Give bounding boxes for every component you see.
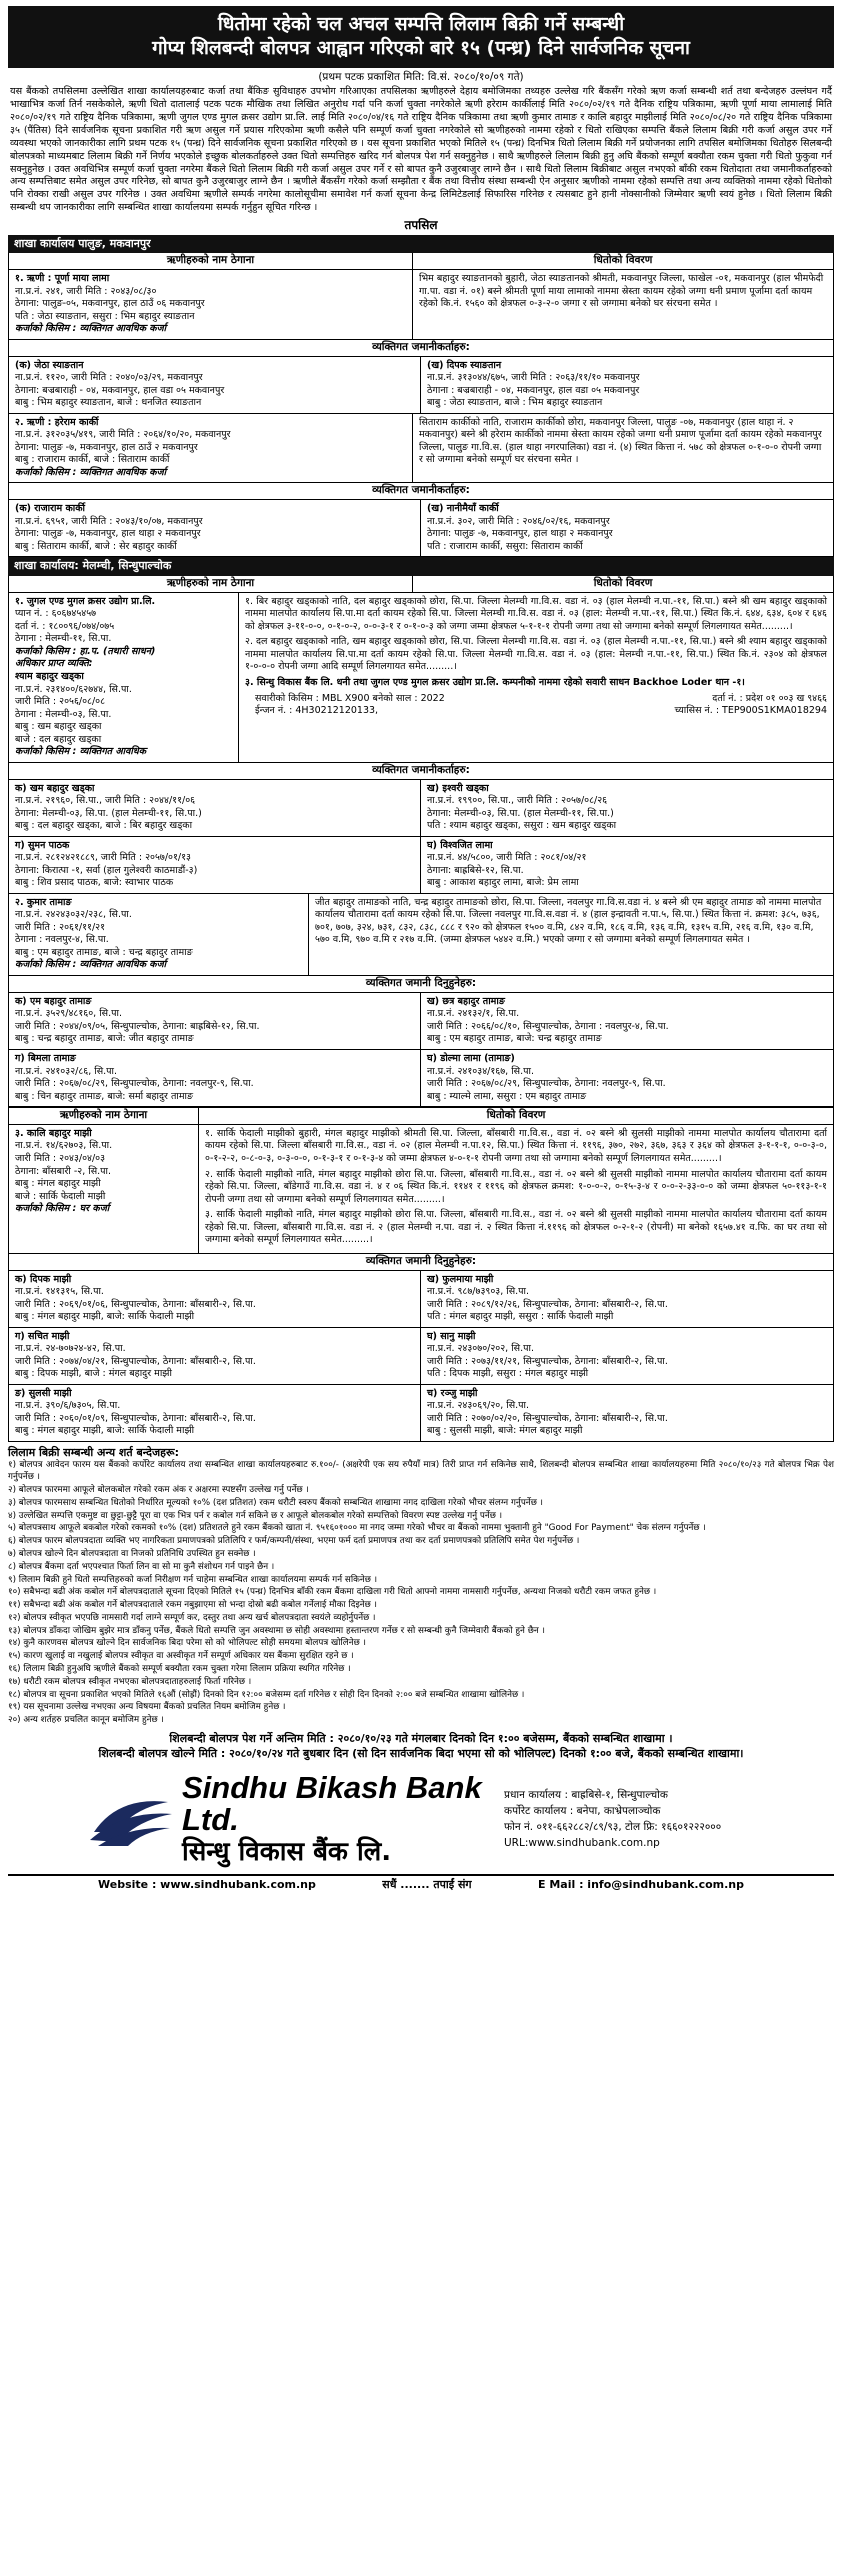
term-item: ९) लिलाम बिक्री हुने धितो सम्पत्तिहरुको कर्जा निरीक्षण गर्न चाहेमा सम्बन्धित शाखा कार्यालयमा सम्पर्क गर्न सकिनेछ ।: [8, 1574, 378, 1585]
guarantor-detail: ना.प्र.नं. ३५२९/४८१६०, सि.पा.: [15, 1008, 122, 1020]
collateral-item: २. सार्कि फेदाली माझीको नाति, मंगल बहादुर माझीको छोरा सि.पा. जिल्ला, बाँसबारी गा.वि.स., वडा नं. ०२ बस्ने श्री सुलसी माझीको नाममा मालपोत कार्यालय चौतारामा दर्ता कायम रहेको सि.पा. जिल्ला, बाँडेगाउँ गा.वि.स. वडा नं. ४ र ०६ स्थित कि.नं. ११४१ र ११९६ को क्षेत्रफल क्रमश: १-०-०-२, ०-१५-३-४ र ०-०-२-३३-०-० को जम्मा क्षेत्रफल ५०-११३-१-१ रोपनी जग्गा तथा सो जग्गामा बनेको सम्पूर्ण लिगलगायत समेत.........।: [205, 1168, 827, 1205]
collateral-item: ३. सार्कि फेदाली माझीको नाति, मंगल बहादुर माझीको छोरा सि.पा. जिल्ला, बाँसबारी गा.वि.स., वडा नं. ०२ बस्ने श्री सुलसी माझीको नाममा मालपोत कार्यालय चौतारामा दर्ता कायम रहेको सि.पा. जिल्ला, बाँसबारी गा.वि.स. वडा नं. २ (हाल मेलम्ची न.पा. वडा नं. २ स्थित कित्ता नं.११९६ को क्षेत्रफल ०-२-१-२ (रोपनी) मा बनेको १६५७.४१ व.फि. का घर तथा सो जग्गामा बनेको सम्पूर्ण लिगलगायत समेत.........।: [205, 1209, 827, 1246]
borrower-name: १. ऋणी : पूर्णा माया लामा: [15, 273, 110, 285]
borrower-detail: कर्जाको किसिम : हा.प. (तथारी साधन): [15, 645, 156, 657]
tapsil-heading: तपसिल: [404, 217, 438, 232]
slogan: सधैं ....... तपाईं संग: [382, 1877, 472, 1891]
guarantor-detail: बाबु : म्याल्मे लामा, ससुरा : एम बहादुर तामाङ: [427, 1090, 587, 1102]
borrower-detail: बाबु : मंगल बहादुर माझी: [15, 1178, 101, 1190]
borrower-row: [8, 1125, 834, 1254]
guarantor-detail: बाबु : चिन बहादुर तामाङ, बाजे: सर्मा बहादुर तामाङ: [15, 1090, 194, 1102]
terms-list: [8, 1460, 834, 1726]
term-item: १९) यस सूचनामा उल्लेख नभएका अन्य विषयमा बैंकको प्रचलित नियम बमोजिम हुनेछ ।: [8, 1702, 286, 1713]
borrower-row: [8, 894, 834, 976]
borrower-row: [8, 414, 834, 484]
borrower-detail: बाजे : सार्कि फेदाली माझी: [15, 1190, 106, 1202]
collateral-column-header: धितोको विवरण: [486, 1109, 546, 1122]
guarantor-detail: जारी मिति : २०७०/०२/२०, सिन्धुपाल्चोक, ठेगाना: बाँसबारी-२, सि.पा.: [427, 1412, 668, 1424]
borrower-detail: बाबु : राजाराम कार्की, बाजे : सिताराम कार्की: [15, 454, 170, 466]
collateral-list: [205, 1128, 827, 1247]
guarantor-name: क) खम बहादुर खड्का: [15, 782, 95, 794]
term-item: १८) बोलपत्र वा सूचना प्रकाशित भएको मितिले १६औं (सोह्रौं) दिनको दिन १२:०० बजेसम्म दर्ता गरिनेछ र सोही दिन दिनको २:०० बजे सम्बन्धित शाखामा खोलिनेछ ।: [8, 1689, 525, 1700]
guarantor-row: [8, 837, 834, 894]
borrower-detail: श्याम बहादुर खड्का: [15, 670, 84, 682]
guarantor-detail: ना.प्र.नं. ३०२, जारी मिति : २०४६/०२/१६, मकवानपुर: [427, 515, 610, 527]
loan-type: कर्जाको किसिम : घर कर्जा: [15, 1203, 110, 1215]
bank-logo: [8, 1769, 504, 1868]
vehicle-engine: ईन्जन नं. : 4H30212120133,: [255, 705, 379, 717]
guarantor-name: ग) सचित माझी: [15, 1330, 70, 1342]
guarantor-name: ग) सुमन पाठक: [15, 839, 70, 851]
collateral-item: ३. सिन्धु विकास बैंक लि. धनी तथा जुगल एण्ड मुगल क्रसर उद्योग प्रा.लि. कम्पनीको नाममा रहेको सवारी साधन Backhoe Loder थान -१।: [245, 676, 745, 688]
collateral-column-header: धितोको विवरण: [593, 254, 653, 267]
guarantor-detail: जारी मिति : २०४४/०९/०५, सिन्धुपाल्चोक, ठेगाना: बाह्रबिसे-१२, सि.पा.: [15, 1020, 260, 1032]
term-item: ५) बोलपत्रसाथ आफूले बकबोल गरेको रकमको १०% (दश) प्रतिशतले हुने रकम बैंकको खाता नं. ९५१६०१००० मा नगद जम्मा गरेको भौचर वा बैंकको नाममा भुक्तानी हुने "Good For Payment" चेक संलग्न गर्नुपर्नेछ ।: [8, 1523, 706, 1534]
guarantor-detail: ना.प्र.नं. ३९०/६/७३०५, सि.पा.: [15, 1400, 121, 1412]
email-link[interactable]: E Mail : info@sindhubank.com.np: [538, 1877, 744, 1891]
vehicle-chassis: च्यासिस नं. : TEP900S1KMA018294: [674, 705, 827, 717]
term-item: ८) बोलपत्र बैंकमा दर्ता भएपश्चात फिर्ता लिन वा सो मा कुनै संशोधन गर्न पाइने छैन ।: [8, 1561, 275, 1572]
loan-type: कर्जाको किसिम : व्यक्तिगत आवधिक: [15, 746, 146, 758]
guarantor-detail: ना.प्र.नं. २८१२४२१८८९, जारी मिति : २०५७/०१/१३: [15, 852, 191, 864]
guarantor-detail: ना.प्र.नं. ९८७/७३९०३, सि.पा.: [427, 1286, 530, 1298]
borrower-detail: ठेगाना: बाँसबारी -२, सि.पा.: [15, 1165, 112, 1177]
guarantor-detail: जारी मिति : २०८९/१२/२६, सिन्धुपाल्चोक, ठेगाना: बाँसबारी-२, सि.पा.: [427, 1298, 668, 1310]
guarantor-row: [8, 780, 834, 837]
borrower-detail: ना.प्र.नं. १४/६२७०३, सि.पा.: [15, 1140, 113, 1152]
guarantor-name: ङ) सुलसी माझी: [15, 1387, 72, 1399]
term-item: १५) कारण खुलाई वा नखुलाई बोलपत्र स्वीकृत वा अस्वीकृत गर्ने सम्पूर्ण अधिकार यस बैंकमा सुरक्षित रहने छ ।: [8, 1651, 354, 1662]
term-item: १४) कुनै कारणवस बोलपत्र खोल्ने दिन सार्वजनिक बिदा परेमा सो को भोलिपल्ट सोही समयमा बोलपत्र खोलिनेछ ।: [8, 1638, 366, 1649]
guarantor-detail: पति : श्याम बहादुर खड्का, ससुरा : खम बहादुर खड्का: [427, 820, 617, 832]
guarantor-detail: जारी मिति : २०७४/०४/२१, सिन्धुपाल्चोक, ठेगाना: बाँसबारी-२, सि.पा.: [15, 1355, 256, 1367]
deadline-notice: [8, 1731, 834, 1762]
guarantor-name: क) एम बहादुर तामाङ: [15, 995, 92, 1007]
guarantor-detail: बाबु : मंगल बहादुर माझी, बाजे: सार्कि फेदाली माझी: [15, 1311, 195, 1323]
guarantor-name: (क) राजाराम कार्की: [15, 503, 85, 515]
borrower-column-header: ऋणीहरुको नाम ठेगाना: [9, 253, 413, 269]
table-header: [8, 1107, 834, 1125]
opening-date: शिलबन्दी बोलपत्र खोल्ने मिति : २०८०/१०/२४ गते बुधबार दिन (सो दिन सार्वजनिक बिदा भएमा सो को भोलिपल्ट) दिनको १:०० बजे, बैंकको सम्बन्धित शाखामा।: [98, 1747, 744, 1761]
guarantor-detail: ना.प्र.नं. ३१३०४४/६७५, जारी मिति : २०६३/११/१० मकवानपुर: [427, 372, 640, 384]
guarantor-detail: ना.प्र.नं. २४३०७०/२०२, सि.पा.: [427, 1343, 534, 1355]
borrower-detail: ना.प्र.नं. २३१४००/६२७४४, सि.पा.: [15, 683, 132, 695]
guarantor-detail: ना.प्र.नं. ११२०, जारी मिति : २०४०/०३/२९, मकवानपुर: [15, 372, 203, 384]
guarantor-detail: जारी मिति : २०६७/०८/२९, सिन्धुपाल्चोक, ठेगाना: नवलपुर-९, सि.पा.: [427, 1078, 666, 1090]
borrower-detail: ना.प्र.नं. ३१२०३५/४१९, जारी मिति : २०६४/१०/२०, मकवानपुर: [15, 429, 231, 441]
collateral-item: १. सार्कि फेदाली माझीको बुहारी, मंगल बहादुर माझीको श्रीमती सि.पा. जिल्ला, बाँसबारी गा.वि.स., वडा नं. ०२ बस्ने श्री सुलसी माझीको नाममा मालपोत कार्यालय चौतारामा दर्ता कायम रहेको सि.पा. जिल्ला बाँसबारी गा.वि.स., वडा नं. ०२ (हाल मेलम्ची न.पा.१२, सि.पा.) स्थित कित्ता नं. ११९६, ३७०, २७२, ३६७, ३६३ र ३६४ को क्षेत्रफल ३-१-१-१, ०-०-३-०, ०-१-२-२, ०-८-०-३, ०-३-०-०, ०-१-३-१ र ०-१-३-४ को जम्मा क्षेत्रफल ४-०-१-१ रोपनी जग्गा तथा सो जग्गामा बनेको सम्पूर्ण लिगलगायत समेत.........।: [205, 1127, 827, 1165]
vehicle-details: [245, 693, 827, 706]
submission-deadline: शिलबन्दी बोलपत्र पेश गर्ने अन्तिम मिति : २०८०/१०/२३ गते मंगलबार दिनको दिन १:०० बजेसम्म, बैंकको सम्बन्धित शाखामा ।: [169, 1731, 673, 1745]
loan-type: कर्जाको किसिम : व्यक्तिगत आवधिक कर्जा: [15, 959, 167, 971]
guarantor-row: [8, 1050, 834, 1107]
guarantor-name: क) दिपक माझी: [15, 1273, 72, 1285]
borrower-detail: ना.प्र.नं. २४२४३०३२/२३८, सि.पा.: [15, 909, 132, 921]
guarantor-detail: ना.प्र.नं. ४४/५८००, जारी मिति : २०८१/०४/२१: [427, 852, 587, 864]
vehicle-registration: दर्ता नं. : प्रदेश ०१ ००३ ख ९४६६: [712, 692, 827, 704]
guarantor-name: (ख) दिपक स्याङतान: [427, 359, 502, 371]
guarantor-detail: ना.प्र.नं. २१९६०, सि.पा., जारी मिति : २०४४/११/०६: [15, 795, 196, 807]
bank-name-english: Sindhu Bikash Bank Ltd.: [182, 1769, 482, 1838]
term-item: १०) सबैभन्दा बढी अंक कबोल गर्ने बोलपत्रदाताले सूचना दिएको मितिले १५ (पन्ध्र) दिनभित्र बाँकी रकम बैंकमा दाखिला गरी धितो आफ्नो नाममा नामसारी गर्नुपर्नेछ, अन्यथा निजको धरौटी रकम जफत हुनेछ ।: [8, 1587, 657, 1598]
collateral-description: जीत बहादुर तामाङको नाति, चन्द्र बहादुर तामाङको छोरा, सि.पा. जिल्ला, नवलपुर गा.वि.स.वडा नं. ४ बस्ने श्री एम बहादुर तामाङ को नाममा मालपोत कार्यालय चौतारामा दर्ता कायम रहेको सि.पा. जिल्ला नवलपुर गा.वि.स.वडा नं. ४ (हाल इन्द्रावती न.पा.५, सि.पा.) स्थित कित्ता नं. क्रमश: ३८५, ७३६, ७०१, ७०७, ३२४, ७३१, ८३२, ८३८, ८८८ र ९२० को क्षेत्रफल १५०० व.मि, ८४२ व.मि, १८६ व.मि, १३६ व.मि, १३१५ व.मि, २१६ व.मि, १३० व.मि, ५७० व.मि, ९७० व.मि र २१७ व.मि. (जम्मा क्षेत्रफल ५४४२ व.मि.) भएको जग्गा र सो जग्गामा बनेको सम्पूर्ण लिगलगायत समेत ।: [315, 896, 822, 946]
term-item: ३) बोलपत्र फारमसाथ सम्बन्धित धितोको निर्धारित मूल्यको १०% (दश प्रतिशत) रकम धरौटी स्वरुप बैंकको सम्बन्धित शाखामा नगद दाखिला गरेको भौचर संलग्न गर्नुपर्नेछ ।: [8, 1497, 543, 1508]
borrower-name: २. कुमार तामाङ: [15, 896, 72, 908]
term-item: ४) उल्लेखित सम्पत्ति एकमुष्ट वा छुट्टा-छुट्टै पूरा वा एक भित्र पर्न र कबोल गर्न सकिने छ र आफूले बोलकबोल गरेको सम्पत्तिको विवरण स्पष्ट उल्लेख गर्नु पर्नेछ ।: [8, 1510, 503, 1521]
address-line: कर्पोरेट कार्यालय : बनेपा, काभ्रेपलाञ्चोक: [504, 1805, 661, 1818]
guarantor-name: ख) फुलमाया माझी: [427, 1273, 494, 1285]
guarantor-name: घ) डोल्मा लामा (तामाङ): [427, 1052, 515, 1064]
guarantor-detail: बाबु : शिव प्रसाद पाठक, बाजे: स्वाभार पाठक: [15, 877, 174, 889]
collateral-column-header: धितोको विवरण: [593, 576, 653, 589]
guarantor-detail: बाबु : एम बहादुर तामाङ, बाजे: चन्द्र बहादुर तामाङ: [427, 1033, 602, 1045]
guarantor-row: [8, 357, 834, 414]
collateral-item: १. बिर बहादुर खड्काको नाति, दल बहादुर खड्काको छोरा, सि.पा. जिल्ला मेलम्ची गा.वि.स. वडा नं. ०३ (हाल मेलम्ची न.पा.-११, सि.पा.) बस्ने श्री खम बहादुर खड्काको नाममा मालपोत कार्यालय सि.पा.मा दर्ता कायम रहेको सि.पा. जिल्ला मेलम्ची गा.वि.स. वडा नं. ०३ (हाल: मेलम्ची न.पा.-११, सि.पा.) स्थित कि.नं. ६४४, ६३४, ६०४ र ६४६ को क्षेत्रफल ३-११-०-०, ०-१-०-२, ०-०-३-१ र ०-१-०-३ को जग्गा जम्मा क्षेत्रफल ५-१-१-१ रोपनी जग्गा तथा सो जग्गामा बनेको सम्पूर्ण लिगलगायत समेत.........।: [245, 595, 827, 632]
guarantor-row: [8, 993, 834, 1050]
borrower-detail: प्यान नं. : ६०६७४५४५७: [15, 608, 97, 620]
term-item: १६) लिलाम बिक्री हुनुअघि ऋणीले बैंकको सम्पूर्ण बक्यौता रकम चुक्ता गरेमा लिलाम प्रक्रिया स्थगित गरिनेछ ।: [8, 1663, 351, 1674]
footer: [8, 1768, 834, 1868]
collateral-item: २. दल बहादुर खड्काको नाति, खम बहादुर खड्काको छोरा, सि.पा. जिल्ला मेलम्ची गा.वि.स. वडा नं. ०३ (हाल मेलम्ची न.पा.-११, सि.पा.) बस्ने श्री श्याम बहादुर खड्काको नाममा मालपोत कार्यालय सि.पा.मा दर्ता कायम रहेको सि.पा. जिल्ला मेलम्ची गा.वि.स. वडा नं. ०३ (हाल: मेलम्ची न.पा.-११, सि.पा.) स्थित कि.नं. २३०४ को क्षेत्रफल १-०-०-० रोपनी जग्गा आदि सम्पूर्ण लिगलगायत समेत.........।: [245, 636, 827, 673]
address-line: फोन नं. ०११-६६२८८२/८९/९३, टोल फ्रि: १६६०१२२२०००: [504, 1820, 722, 1833]
guarantor-detail: जारी मिति : २०७३/११/२१, सिन्धुपाल्चोक, ठेगाना: बाँसबारी-२, सि.पा.: [427, 1355, 668, 1367]
guarantor-detail: जारी मिति : २०६६/०८/१०, सिन्धुपाल्चोक, ठेगाना : नवलपुर-४, सि.पा.: [427, 1020, 669, 1032]
borrower-name: १. जुगल एण्ड मुगल क्रसर उद्योग प्रा.लि.: [15, 595, 156, 607]
guarantor-heading: व्यक्तिगत जमानीकर्ताहरु:: [8, 340, 834, 357]
term-item: १२) बोलपत्र स्वीकृत भएपछि नामसारी गर्दा लाग्ने सम्पूर्ण कर, दस्तुर तथा अन्य खर्च बोलपत्रदाता स्वयंले व्यहोर्नुपर्नेछ ।: [8, 1612, 376, 1623]
borrower-detail: दर्ता नं. : १८००९६/०७४/०७५: [15, 620, 115, 632]
borrower-detail: ठेगाना : मेलम्ची-०३, सि.पा.: [15, 708, 112, 720]
guarantor-detail: बाबु : आकाश बहादुर लामा, बाजे: प्रेम लामा: [427, 877, 579, 889]
collateral-description: सिताराम कार्कीको नाति, राजाराम कार्कीको छोरा, मकवानपुर जिल्ला, पालुङ -०७, मकवानपुर (हाल थाहा नं. २ मकवानपुर) बस्ने श्री हरेराम कार्कीको नाममा स्रेस्ता कायम रहेको जग्गा धनी प्रमाण पूर्जामा दर्ता कायम रहेको मकवानपुर जिल्ला, पालुङ गा.वि.स. (हाल थाहा नगरपालिका) वडा नं. (४) स्थित कित्ता नं. ५७८ को क्षेत्रफल ०-१-०-० रोपनी जग्गा र सो जग्गामा बनेको सम्पूर्ण घर संरचना समेत ।: [419, 416, 822, 466]
guarantor-detail: ठेगाना: पालुङ -७, मकवानपुर, हाल थाहा २ मकवानपुर: [15, 528, 201, 540]
guarantor-detail: ना.प्र.नं. १९९००, सि.पा., जारी मिति : २०५७/०८/२६: [427, 795, 608, 807]
borrower-detail: जारी मिति : २०६१/११/२१: [15, 921, 106, 933]
table-header: [8, 253, 834, 270]
branch-melamchi-heading: शाखा कार्यालय: मेलम्ची, सिन्धुपाल्चोक: [8, 557, 834, 576]
borrower-detail: ठेगाना: पालुङ-०५, मकवानपुर, हाल ठाउँ ०६ मकवानपुर: [15, 298, 205, 310]
address-line: URL:www.sindhubank.com.np: [504, 1836, 660, 1849]
guarantor-heading: व्यक्तिगत जमानी दिनुहुनेहरु:: [8, 1254, 834, 1271]
guarantor-name: घ) सानु माझी: [427, 1330, 476, 1342]
guarantor-detail: ठेगाना : बज्रबाराही - ०४, मकवानपुर, हाल वडा ०५ मकवानपुर: [427, 384, 640, 396]
borrower-row: [8, 593, 834, 763]
guarantor-detail: ठेगाना: बाह्रबिसे-१२, सि.पा.: [427, 864, 524, 876]
contact-bar: [8, 1874, 834, 1895]
borrower-detail: ठेगाना : नवलपुर-४, सि.पा.: [15, 934, 109, 946]
borrower-column-header: ऋणीहरुको नाम ठेगाना: [9, 1108, 199, 1124]
collateral-description: भिम बहादुर स्याङतानको बुहारी, जेठा स्याङतानको श्रीमती, मकवानपुर जिल्ला, फाखेल -०१, मकवानपुर (हाल भीमफेदी गा.पा. वडा नं. ०१) बस्ने श्रीमती पूर्णा माया लामाको नाममा स्रेस्ता कायम रहेको जग्गा धनी प्रमाण पूर्जामा दर्ता कायम रहेको कि.नं. १५६० को क्षेत्रफल ०-३-२-० जग्गा र सो जग्गामा बनेको घर संरचना समेत ।: [419, 273, 824, 310]
term-item: १७) धरौटी रकम बोलपत्र स्वीकृत नभएका बोलपत्रदाताहरुलाई फिर्ता गरिनेछ ।: [8, 1676, 252, 1687]
guarantor-detail: बाबु : जेठा स्याङतान, बाजे : भिम बहादुर स्याङतान: [427, 397, 603, 409]
term-item: ६) बोलपत्र फारम बोलपत्रदाता व्यक्ति भए नागरिकता प्रमाणपत्रको प्रतिलिपि र फर्म/कम्पनी/संस्था, भएमा फर्म दर्ता प्रमाणपत्र तथा कर दर्ता प्रमाणपत्रको प्रतिलिपि समेत पेश गर्नुपर्नेछ ।: [8, 1536, 580, 1547]
guarantor-detail: ना.प्र.नं. ६९५१, जारी मिति : २०४३/१०/०७, मकवानपुर: [15, 515, 203, 527]
loan-type: कर्जाको किसिम : व्यक्तिगत आवधिक कर्जा: [15, 323, 167, 335]
terms-heading: लिलाम बिक्री सम्बन्धी अन्य शर्त बन्देजहरू:: [8, 1445, 179, 1459]
borrower-detail: ठेगाना: पालुङ -७, मकवानपुर, हाल ठाउँ २ मकवानपुर: [15, 441, 198, 453]
borrower-detail: जारी मिति : २०५६/०८/०८: [15, 696, 106, 708]
website-link[interactable]: Website : www.sindhubank.com.np: [98, 1877, 316, 1891]
guarantor-heading: व्यक्तिगत जमानीकर्ताहरु:: [8, 483, 834, 500]
address-line: प्रधान कार्यालय : बाह्रबिसे-१, सिन्धुपाल्चोक: [504, 1789, 668, 1802]
guarantor-name: ग) बिमला तामाङ: [15, 1052, 76, 1064]
guarantor-name: (क) जेठा स्याङतान: [15, 359, 84, 371]
borrower-detail: ठेगाना : मेलम्ची-११, सि.पा.: [15, 633, 112, 645]
term-item: २) बोलपत्र फारममा आफूले बोलकबोल गरेको रकम अंक र अक्षरमा स्पष्टसँग उल्लेख गर्नु पर्नेछ ।: [8, 1485, 309, 1496]
guarantor-detail: बाबु : सुलसी माझी, बाजे: मंगल बहादुर माझी: [427, 1425, 583, 1437]
vehicle-details: [245, 705, 827, 718]
guarantor-detail: पति : मंगल बहादुर माझी, ससुरा : सार्कि फेदाली माझी: [427, 1311, 614, 1323]
guarantor-row: [8, 1385, 834, 1442]
guarantor-detail: पति : दिपक माझी, ससुरा : मंगल बहादुर माझी: [427, 1368, 589, 1380]
guarantor-detail: बाबु : मंगल बहादुर माझी, बाजे: सार्कि फेदाली माझी: [15, 1425, 195, 1437]
notice-title: [8, 6, 834, 68]
guarantor-detail: ठेगाना: किरात्पा -१, सर्वा (हाल गुलेश्वरी काठमाडौं-३): [15, 864, 198, 876]
guarantor-detail: ना.प्र.नं. २४१३२/१, सि.पा.: [427, 1008, 520, 1020]
guarantor-detail: बाबु : सिताराम कार्की, बाजे : सेर बहादुर कार्की: [15, 540, 177, 552]
guarantor-name: ख) छत्र बहादुर तामाङ: [427, 995, 505, 1007]
guarantor-name: घ) विश्वजित लामा: [427, 839, 493, 851]
title-line-2: गोप्य शिलबन्दी बोलपत्र आह्वान गरिएको बारे १५ (पन्ध्र) दिने सार्वजनिक सूचना: [152, 37, 690, 60]
loan-type: कर्जाको किसिम : व्यक्तिगत आवधिक कर्जा: [15, 466, 167, 478]
guarantor-name: च) रञ्जु माझी: [427, 1387, 478, 1399]
borrower-detail: ना.प्र.नं. २४१, जारी मिति : २०४३/०८/३०: [15, 285, 157, 297]
term-item: ७) बोलपत्र खोल्ने दिन बोलपत्रदाता वा निजको प्रतिनिधि उपस्थित हुन सक्नेछ ।: [8, 1548, 256, 1559]
guarantor-detail: बाबु : भिम बहादुर स्याङतान, बाजे : धनजित स्याङतान: [15, 397, 202, 409]
publication-date: (प्रथम पटक प्रकाशित मिति: वि.सं. २०८०/१०/०९ गते): [318, 70, 524, 83]
guarantor-heading: व्यक्तिगत जमानीकर्ताहरु:: [8, 763, 834, 780]
guarantor-name: (ख) नानीमैयाँ कार्की: [427, 503, 499, 515]
borrower-row: [8, 270, 834, 340]
collateral-list: [245, 596, 827, 690]
bank-name-nepali: सिन्धु विकास बैंक लि.: [182, 1836, 392, 1867]
guarantor-detail: ना.प्र.नं. २४१०३२/८६, सि.पा.: [15, 1065, 118, 1077]
guarantor-detail: ना.प्र.नं. २४-७०७२४-४२, सि.पा.: [15, 1343, 126, 1355]
guarantor-row: [8, 500, 834, 557]
guarantor-detail: ना.प्र.नं. २४३०६९/२०, सि.पा.: [427, 1400, 530, 1412]
title-line-1: धितोमा रहेको चल अचल सम्पत्ति लिलाम बिक्री गर्ने सम्बन्धी: [217, 13, 625, 35]
guarantor-detail: जारी मिति : २०६०/०१/०९, सिन्धुपाल्चोक, ठेगाना: बाँसबारी-२, सि.पा.: [15, 1412, 256, 1424]
guarantor-detail: जारी मिति : २०६७/०८/२९, सिन्धुपाल्चोक, ठेगाना: नवलपुर-९, सि.पा.: [15, 1078, 254, 1090]
branch-palung-heading: शाखा कार्यालय पालुङ, मकवानपुर: [8, 235, 834, 254]
borrower-detail: बाबु : खम बहादुर खड्का: [15, 721, 102, 733]
term-item: २०) अन्य शर्तहरु प्रचलित कानून बमोजिम हुनेछ ।: [8, 1715, 164, 1726]
intro-paragraph: यस बैंकको तपसिलमा उल्लेखित शाखा कार्यालयहरुबाट कर्जा तथा बैंकिङ सुविधाहरु उपभोग गरिआएका तपसिलका ऋणीहरुले देहाय बमोजिमका तथ्यहरु उल्लेख गरि बैंकसँग गरेको ऋण कर्जा सम्बन्धी शर्त तथा बन्देजहरु उल्लंघन गर्दै भाखाभित्र कर्जा तिर्न नसकेकोले, ऋणी धितो दातालाई पटक पटक मौखिक तथा लिखित अनुरोध गर्दा पनि कर्जा चुक्ता नगरेकोले ऋणी हरेराम कार्कीलाई मिति २०८०/०२/१९ गते दैनिक राष्ट्रिय पत्रिकामा, ऋणी पूर्णा माया लामालाई मिति २०८०/०२/१९ गते राष्ट्रिय दैनिक पत्रिकामा, ऋणी जुगल एण्ड मुगल क्रसर उद्योग प्रा.लि. लाई मिति २०८०/०४/१६ गते राष्ट्रिय दैनिक पत्रिकामा तथा ऋणी कुमार तामाङ र कालि बहादुर माझीलाई मिति २०८०/०८/२० गते राष्ट्रिय दैनिक पत्रिकामा ३५ (पैंतिस) दिने सार्वजनिक सूचना प्रकाशित गरी ऋण असुल गर्ने प्रयास गरिएकोमा ऋणी कसैले पनि सम्पूर्ण कर्जा चुक्ता नगरेकोले सो ऋणीहरुको नाममा रहेको र धितो राखिएका सम्पत्ति बैंकले लिलाम बिक्री गरी कर्जा असुल उपर गर्ने व्यवस्था भएको जानकारीका लागि प्रथम पटक १५ (पन्ध्र) दिने सार्वजनिक सूचना प्रकाशित गरिएको छ । यस सूचना प्रकाशित भएको मितिले १५ (पन्ध्र) दिनभित्र धितो लिलाम बिक्री गर्ने प्रयोजनका लागि तपसिल बमोजिमका धितोहरु सिलबन्दी बोलपत्रको माध्यमबाट लिलाम बिक्री गर्ने निर्णय भएकोले इच्छुक बोलकर्ताहरुले उक्त धितो सम्पत्तिहरु खरिद गर्न बोलपत्र पेश गर्न सक्नुहुनेछ । साथै ऋणीहरुले लिलाम बिक्री हुनु अघि बैंकको सम्पूर्ण बक्यौता रकम चुक्ता गरी धितो फुकुवा गर्न सक्नुहुनेछ । उक्त अवधिभित्र सम्पूर्ण कर्जा चुक्ता नगरेमा बैंकले धितो लिलाम बिक्री गरी कर्जा असुल उपर गर्ने र सो बापत कुनै उजुरबाजुर लाग्ने छैन । साथै धितो लिलाम बिक्रीबाट असुल नभएको बाँकी रकम धितोदाता तथा जमानीकर्ताहरुको अन्य सम्पत्तिबाट समेत असुल उपर गरिनेछ, सो बापत कुनै उजुरबाजुर लाग्ने छैन । ऋणीले बैंकसँग गरेको कर्जा सम्झौता र बैंक तथा वित्तीय संस्था सम्बन्धी ऐन अनुसार ऋणीको नाममा रहेको सम्पत्ति तथा अन्य व्यक्तिको नाममा रहेको धितोको पनि रोक्का राखी असुल उपर गरिनेछ । उक्त अवधिमा ऋणीले सम्पर्क नगरेमा कालोसूचीमा समावेश गर्न कर्जा सूचना केन्द्र लिमिटेडलाई सिफारिस गरिनेछ र त्यसबाट हुने हानी नोक्सानीको जिम्मेवार ऋणी स्वयं हुनेछ । धितो लिलाम बिक्री सम्बन्धी थप जानकारीका लागि सम्बन्धित शाखा कार्यालयमा सम्पर्क गर्नुहुन सूचित गरिन्छ ।: [10, 86, 832, 214]
guarantor-row: [8, 1271, 834, 1328]
borrower-detail: पति : जेठा स्याङतान, ससुरा : भिम बहादुर स्याङतान: [15, 310, 195, 322]
term-item: ११) सबैभन्दा बढी अंक कबोल गर्ने बोलपत्रदाताले रकम नबुझाएमा सो भन्दा दोस्रो बढी कबोल गर्नेलाई मौका दिइनेछ ।: [8, 1600, 377, 1611]
borrower-detail: बाजे : दल बहादुर खड्का: [15, 733, 102, 745]
guarantor-heading: व्यक्तिगत जमानी दिनुहुनेहरु:: [8, 976, 834, 993]
guarantor-detail: ठेगाना: मेलम्ची-०३, सि.पा. (हाल मेलम्ची-११, सि.पा.): [427, 807, 614, 819]
guarantor-detail: ना.प्र.नं. २४१०३४/१६७, सि.पा.: [427, 1065, 534, 1077]
guarantor-detail: जारी मिति : २०६९/०१/०६, सिन्धुपाल्चोक, ठेगाना: बाँसबारी-२, सि.पा.: [15, 1298, 256, 1310]
guarantor-detail: पति : राजाराम कार्की, ससुरा: सिताराम कार्की: [427, 540, 583, 552]
vehicle-model: सवारीको किसिम : MBL X900 बनेको साल : 2022: [255, 692, 445, 704]
guarantor-detail: ठेगाना: मेलम्ची-०३, सि.पा. (हाल मेलम्ची-११, सि.पा.): [15, 807, 202, 819]
borrower-detail: जारी मिति : २०४३/०४/०३: [15, 1153, 106, 1165]
bank-address: [504, 1788, 834, 1851]
guarantor-detail: ना.प्र.नं. १४१३१५, सि.पा.: [15, 1286, 104, 1298]
term-item: १३) बोलपत्र डाँकदा जोखिम बुझेर मात्र डाँकनु पर्नेछ, बैंकले धितो सम्पत्ति जुन अवस्थामा छ सोही अवस्थामा हस्तान्तरण गर्नेछ र सो सम्बन्धी कुनै जिम्मेवारी बैंकको हुने छैन ।: [8, 1625, 545, 1636]
table-header: [8, 576, 834, 593]
guarantor-detail: बाबु : दल बहादुर खड्का, बाजे : बिर बहादुर खड्का: [15, 820, 193, 832]
guarantor-detail: ठेगाना: बज्रबाराही - ०४, मकवानपुर, हाल वडा ०५ मकवानपुर: [15, 384, 225, 396]
guarantor-detail: बाबु : चन्द्र बहादुर तामाङ, बाजे: जीत बहादुर तामाङ: [15, 1033, 194, 1045]
guarantor-detail: बाबु : दिपक माझी, बाजे : मंगल बहादुर माझी: [15, 1368, 172, 1380]
borrower-name: ३. कालि बहादुर माझी: [15, 1127, 92, 1139]
bank-logo-icon: [88, 1792, 174, 1848]
guarantor-name: ख) इश्वरी खड्का: [427, 782, 489, 794]
guarantor-detail: ठेगाना: पालुङ -७, मकवानपुर, हाल थाहा २ मकवानपुर: [427, 528, 613, 540]
borrower-name: २. ऋणी : हरेराम कार्की: [15, 416, 99, 428]
borrower-detail: बाबु : एम बहादुर तामाङ, बाजे : चन्द्र बहादुर तामाङ: [15, 946, 193, 958]
term-item: १) बोलपत्र आवेदन फारम यस बैंकको कर्पोरेट कार्यालय तथा सम्बन्धित शाखा कार्यालयहरुबाट रु.१००/- (अक्षरेपी एक सय रुपैयाँ मात्र) तिरी प्राप्त गर्न सकिनेछ साथै, शिलबन्दी बोलपत्र सम्बन्धित शाखा कार्यालयहरुमा मिति २०८०/१०/२३ गते बोलपत्र भिक्र पेश गर्नुपर्नेछ ।: [8, 1460, 834, 1483]
borrower-column-header: ऋणीहरुको नाम ठेगाना: [9, 576, 413, 592]
borrower-detail: अधिकार प्राप्त व्यक्ति:: [15, 658, 93, 670]
guarantor-row: [8, 1328, 834, 1385]
